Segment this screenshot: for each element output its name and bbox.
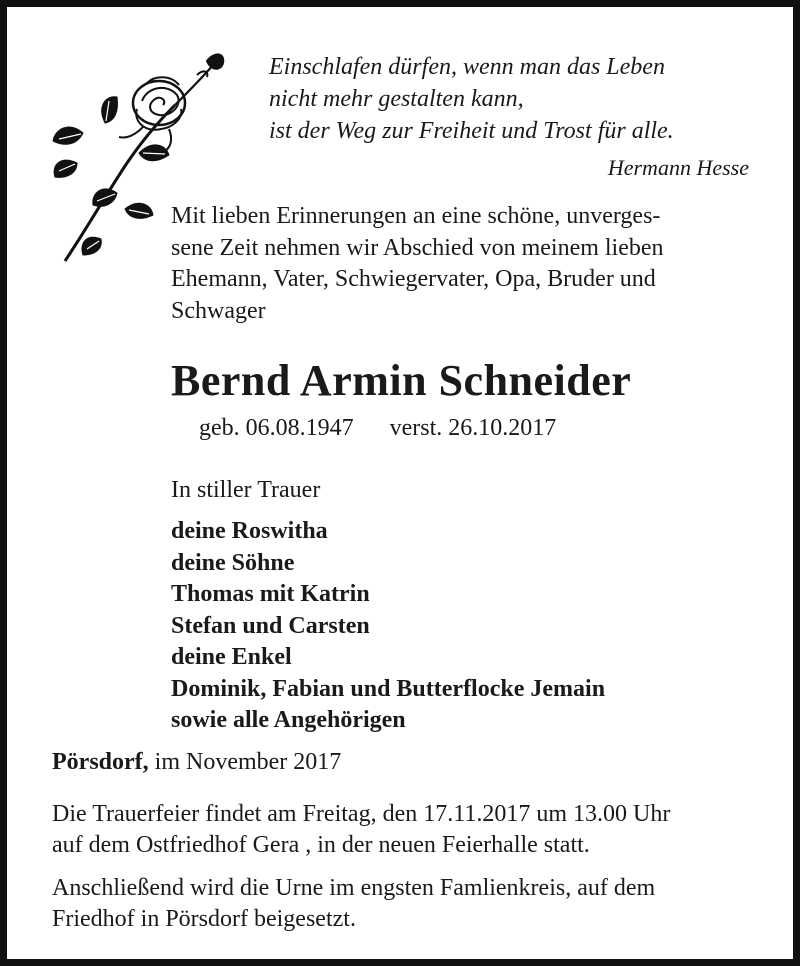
family-line: deine Roswitha xyxy=(171,518,328,544)
burial-line: Anschließend wird die Urne im engsten Famlienkreis, auf dem xyxy=(52,875,656,901)
life-dates: geb. 06.08.1947 verst. 26.10.2017 xyxy=(199,415,557,441)
ceremony-line: Die Trauerfeier findet am Freitag, den 17.11.2017 um 13.00 Uhr xyxy=(52,801,671,827)
quote xyxy=(269,51,769,147)
mourning-label: In stiller Trauer xyxy=(171,477,321,503)
family-line: deine Enkel xyxy=(171,644,292,670)
place-town: Pörsdorf, xyxy=(52,749,149,775)
burial-text xyxy=(52,873,767,935)
family-line: Dominik, Fabian und Butterflocke Jemain xyxy=(171,675,606,702)
family-line: sowie alle Angehörigen xyxy=(171,707,406,733)
family-line: deine Söhne xyxy=(171,549,295,576)
family-line: Stefan und Carsten xyxy=(171,612,370,639)
quote-line: nicht mehr gestalten kann, xyxy=(269,86,524,112)
intro-line: Mit lieben Erinnerungen an eine schöne, unverges- xyxy=(171,203,661,229)
intro-line: sene Zeit nehmen wir Abschied von meinem lieben xyxy=(171,234,664,261)
family-list xyxy=(171,516,605,737)
quote-line: Einschlafen dürfen, wenn man das Leben xyxy=(269,54,665,80)
intro-line: Ehemann, Vater, Schwiegervater, Opa, Bruder und xyxy=(171,266,656,292)
family-line: Thomas mit Katrin xyxy=(171,581,370,607)
burial-line: Friedhof in Pörsdorf beigesetzt. xyxy=(52,906,356,932)
ceremony-text xyxy=(52,799,767,861)
place-month: im November 2017 xyxy=(148,749,342,775)
ceremony-line: auf dem Ostfriedhof Gera , in der neuen Feierhalle statt. xyxy=(52,832,590,858)
quote-line: ist der Weg zur Freiheit und Trost für alle. xyxy=(269,118,674,144)
quote-author: Hermann Hesse xyxy=(607,155,749,180)
place-date xyxy=(52,749,341,776)
deceased-name: Bernd Armin Schneider xyxy=(171,356,632,405)
intro-text xyxy=(171,201,763,327)
intro-line: Schwager xyxy=(171,297,266,324)
